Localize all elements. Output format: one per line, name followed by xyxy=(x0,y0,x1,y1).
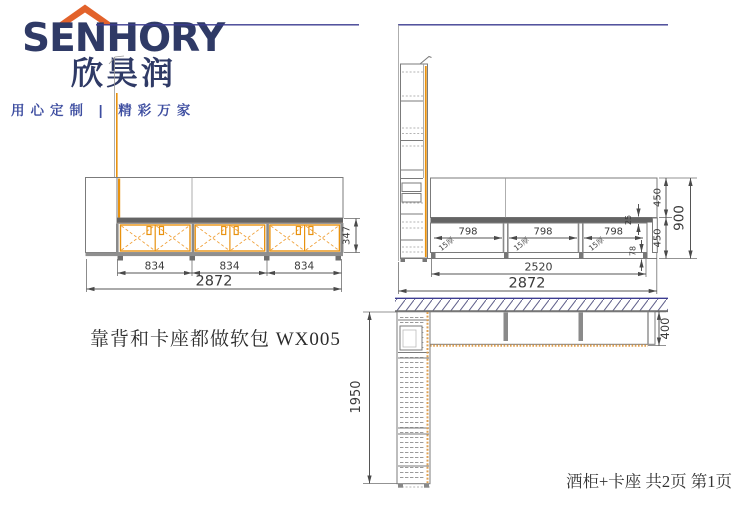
dim-base-height: 450 xyxy=(652,228,664,248)
label-panel-thickness-2: 15厚 xyxy=(511,235,531,253)
dim-total-height: 900 xyxy=(671,205,688,231)
label-panel-thickness-3: 15厚 xyxy=(586,235,606,253)
dim-side-section-2: 798 xyxy=(533,226,553,238)
page-footer: 酒柜+卡座 共2页 第1页 xyxy=(566,472,733,491)
dim-bench-depth: 400 xyxy=(658,317,672,340)
dim-cabinet-length: 1950 xyxy=(349,380,364,414)
side-view-drawing xyxy=(399,25,698,294)
dim-backrest-height: 450 xyxy=(652,187,664,208)
brand-name-chinese: 欣昊润 xyxy=(71,54,177,92)
plan-view-drawing xyxy=(349,298,672,487)
dim-side-run-width: 2520 xyxy=(524,260,553,274)
label-panel-thickness-1: 15厚 xyxy=(436,235,456,253)
dim-front-total-width: 2872 xyxy=(195,273,233,290)
dim-front-cabinet-height: 347 xyxy=(341,225,353,246)
dim-side-section-1: 798 xyxy=(458,226,478,238)
note-text: 靠背和卡座都做软包 WX005 xyxy=(90,329,341,350)
dim-kick-height: 78 xyxy=(628,245,638,257)
dim-front-section-1: 834 xyxy=(144,260,165,273)
dim-front-section-2: 834 xyxy=(219,260,240,273)
dim-seat-thickness: 25 xyxy=(624,214,633,226)
brand-tagline: 用心定制 | 精彩万家 xyxy=(11,103,197,118)
dim-side-total-width: 2872 xyxy=(508,275,546,292)
wall-hatch xyxy=(395,299,668,311)
dim-front-section-3: 834 xyxy=(294,260,315,273)
dim-side-section-3: 798 xyxy=(603,226,624,238)
brand-name: SENHORY xyxy=(22,16,225,61)
front-view-drawing xyxy=(86,56,361,292)
